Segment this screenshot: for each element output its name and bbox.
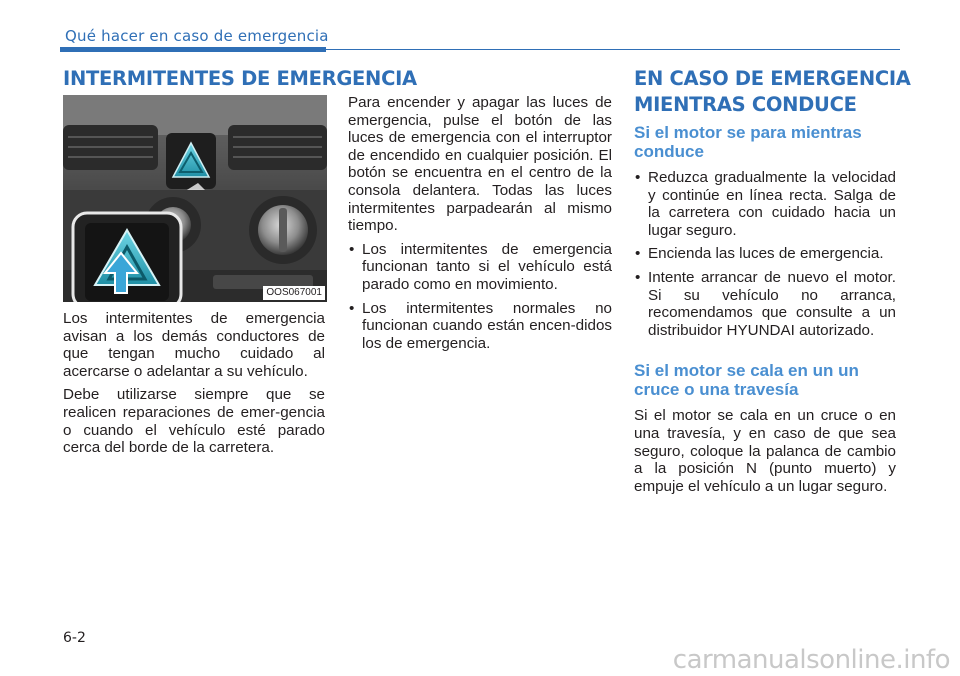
middle-bullet-list bbox=[348, 241, 612, 353]
subheading-2-line-2: cruce o una travesía bbox=[634, 380, 799, 400]
left-heading-text: INTERMITENTES DE EMERGENCIA bbox=[63, 67, 417, 90]
right-paragraph: Si el motor se cala en un cruce o en una travesía, y en caso de que sea seguro, coloque la palanca de cambio a la posición N (punto muerto) y empuje el vehículo a un lugar seguro. bbox=[634, 407, 896, 495]
hazard-button-figure bbox=[63, 95, 327, 302]
watermark: carmanualsonline.info bbox=[672, 645, 950, 675]
right-bullet-list bbox=[634, 169, 896, 339]
right-heading-line-2: MIENTRAS CONDUCE bbox=[634, 93, 857, 116]
middle-paragraph: Para encender y apagar las luces de emergencia, pulse el botón de las luces de emergencia con el interruptor de encendido en cualquier posición. El botón se encuentra en el centro de la consola delantera. Todas las luces intermitentes parpadearán al mismo tiempo. bbox=[348, 94, 612, 235]
right-section-heading bbox=[634, 66, 911, 118]
middle-column-text bbox=[348, 94, 612, 358]
right-column-text bbox=[634, 123, 896, 501]
left-column-text bbox=[63, 310, 325, 463]
chapter-title: Qué hacer en caso de emergencia bbox=[65, 27, 329, 45]
subheading-1-line-2: conduce bbox=[634, 142, 704, 161]
dashboard-illustration bbox=[63, 95, 327, 302]
page-number: 6-2 bbox=[63, 630, 86, 646]
subheading-2-line-1: Si el motor se cala en un un bbox=[634, 361, 859, 381]
right-bullet-3: • Intente arrancar de nuevo el motor. Si su vehículo no arranca, recomendamos que consulte a un distribuidor HYUNDAI autorizado. bbox=[634, 269, 896, 339]
header-rule-thick bbox=[60, 47, 326, 52]
right-bullet-2: • Encienda las luces de emergencia. bbox=[634, 245, 896, 263]
subheading-1-line-1: Si el motor se para mientras bbox=[634, 123, 862, 142]
right-bullet-1: • Reduzca gradualmente la velocidad y continúe en línea recta. Salga de la carretera con cuidado hacia un lugar seguro. bbox=[634, 169, 896, 239]
subheading-engine-stalls bbox=[634, 361, 896, 399]
subheading-engine-stops bbox=[634, 123, 896, 161]
middle-bullet-1: • Los intermitentes de emergencia funcionan tanto si el vehículo está parado como en movimiento. bbox=[348, 241, 612, 294]
middle-bullet-2: • Los intermitentes normales no funcionan cuando están encen-didos los de emergencia. bbox=[348, 300, 612, 353]
header-rule-thin bbox=[326, 49, 900, 50]
left-section-heading bbox=[63, 66, 417, 92]
right-heading-line-1: EN CASO DE EMERGENCIA bbox=[634, 67, 911, 90]
left-paragraph-2: Debe utilizarse siempre que se realicen reparaciones de emer-gencia o cuando el vehículo esté parado cerca del borde de la carretera. bbox=[63, 386, 325, 457]
figure-code: OOS067001 bbox=[263, 286, 325, 300]
left-paragraph-1: Los intermitentes de emergencia avisan a los demás conductores de que tengan mucho cuidado al acercarse o adelantar a su vehículo. bbox=[63, 310, 325, 380]
